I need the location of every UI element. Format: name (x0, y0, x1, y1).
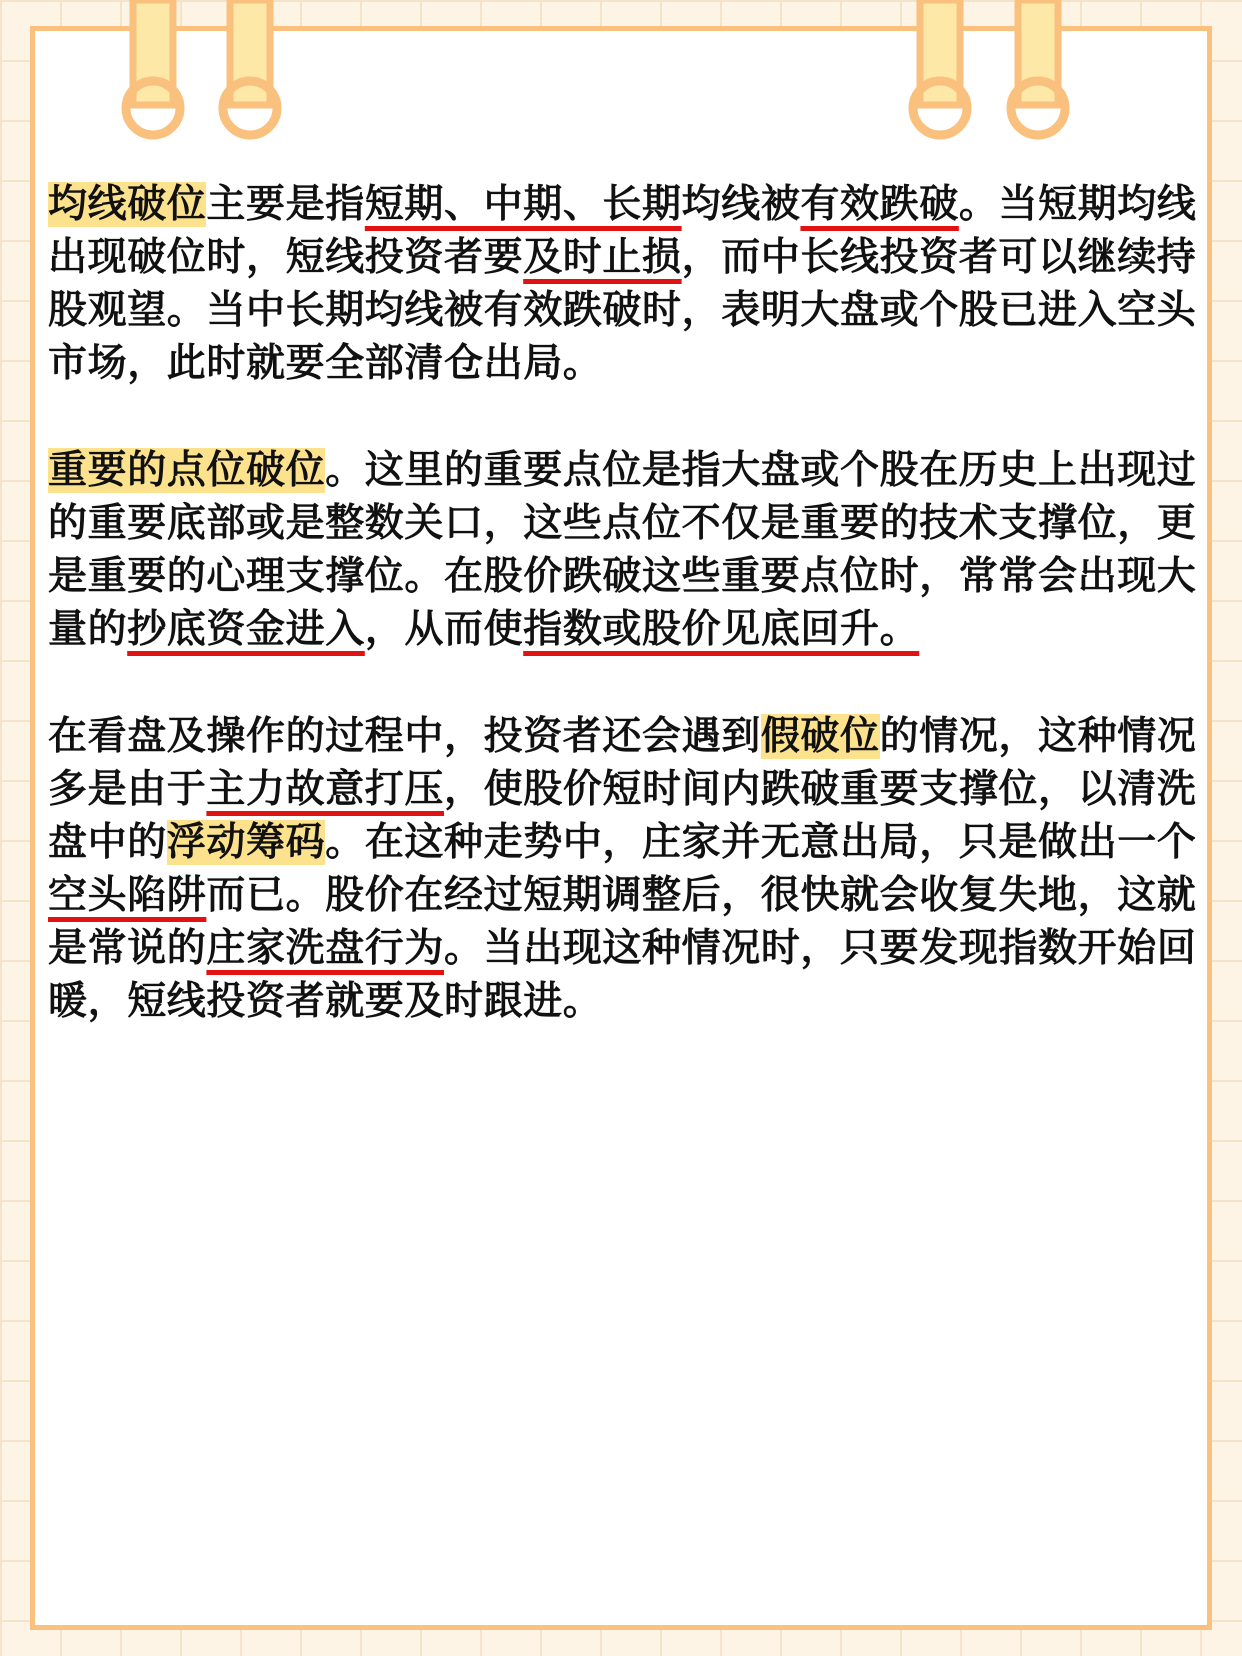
highlighted-term: 浮动筹码 (166, 820, 326, 865)
text-span: 。当短期均线出现破位时，短线投资者要 (48, 182, 1197, 280)
text-span: 。这里的重要点位是指大盘或个股在历史上出现过的重要底部或是整数关口，这些点位不仅是重要的技术支撑位，更是重要的心理支撑位。在股价跌破这些重要点位时，常常会出现大量的 (48, 448, 1197, 652)
highlighted-term: 均线破位 (48, 182, 207, 227)
paragraph (48, 710, 1198, 1028)
highlighted-term: 假破位 (760, 714, 880, 759)
text-span: 。在这种走势中，庄家并无意出局，只是做出一个 (325, 820, 1197, 865)
text-span: 主要是指 (206, 182, 365, 227)
binder-ring-icon (1003, 0, 1073, 150)
underlined-phrase: 抄底资金进入 (127, 607, 365, 652)
text-span: 的情况，这种情况多是由于 (48, 714, 1197, 812)
underlined-phrase: 主力故意打压 (206, 767, 445, 812)
text-span: 均线被 (681, 182, 801, 227)
underlined-phrase: 及时止损 (523, 235, 682, 280)
text-span: ，使股价短时间内跌破重要支撑位，以清洗盘中的 (48, 767, 1197, 865)
text-span: ，而中长线投资者可以继续持股观望。当中长期均线被有效跌破时，表明大盘或个股已进入空头市场，此时就要全部清仓出局。 (48, 235, 1197, 386)
underlined-phrase: 有效跌破 (800, 182, 959, 227)
text-span: ，从而使 (364, 607, 524, 652)
text-span: 而已。股价在经过短期调整后，很快就会收复失地，这就是常说的 (48, 873, 1197, 971)
text-span: 在看盘及操作的过程中，投资者还会遇到 (48, 714, 761, 759)
underlined-phrase: 庄家洗盘行为 (206, 926, 445, 971)
highlighted-term: 重要的点位破位 (48, 448, 326, 493)
underlined-phrase: 空头陷阱 (48, 873, 207, 918)
text-span: 。当出现这种情况时，只要发现指数开始回暖，短线投资者就要及时跟进。 (48, 926, 1197, 1024)
binder-ring-icon (215, 0, 285, 150)
underlined-phrase: 指数或股价见底回升。 (523, 607, 920, 652)
binder-ring-icon (118, 0, 188, 150)
paragraph (48, 444, 1198, 656)
paragraph (48, 178, 1198, 390)
underlined-phrase: 短期、中期、长期 (364, 182, 682, 227)
article-body (48, 178, 1198, 1082)
binder-ring-icon (905, 0, 975, 150)
